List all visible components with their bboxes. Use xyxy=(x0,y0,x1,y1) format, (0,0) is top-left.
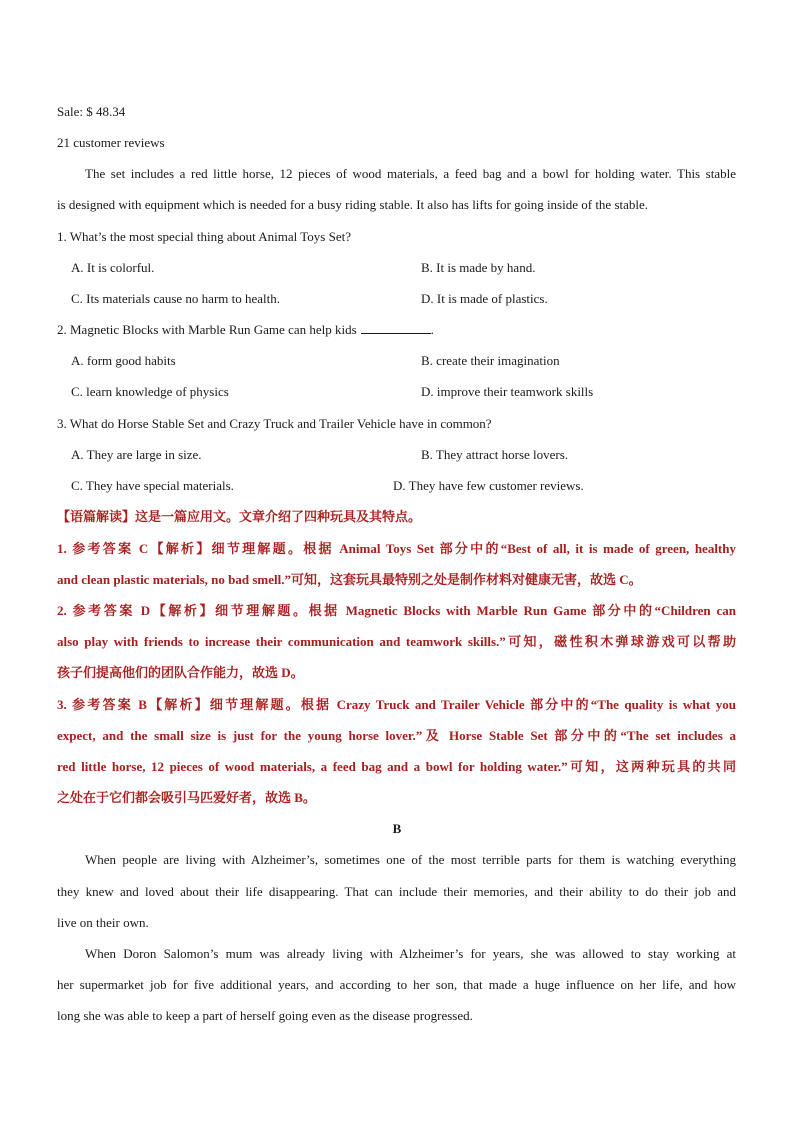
option-a: A. form good habits xyxy=(71,353,176,368)
question-stem-end: . xyxy=(430,322,434,337)
question-stem: 2. Magnetic Blocks with Marble Run Game can help kids xyxy=(57,322,357,337)
paragraph-line: long she was able to keep a part of herself going even as the disease progressed. xyxy=(57,1008,473,1023)
answer-3-line: red little horse, 12 pieces of wood materials, a feed bag and a bowl for holding water.”可知，这两种玩具的共同 xyxy=(57,759,736,774)
answer-3-line: expect, and the small size is just for the young horse lover.”及 Horse Stable Set 部分中的“The set includes a xyxy=(57,728,736,743)
option-a: A. It is colorful. xyxy=(71,260,155,275)
answer-2-line: 2. 参考答案 D【解析】细节理解题。根据 Magnetic Blocks with Marble Run Game 部分中的“Children can xyxy=(57,603,736,618)
option-c: C. learn knowledge of physics xyxy=(71,384,229,399)
answer-blank xyxy=(361,321,431,334)
analysis-intro: 【语篇解读】这是一篇应用文。文章介绍了四种玩具及其特点。 xyxy=(57,509,422,524)
option-a: A. They are large in size. xyxy=(71,447,202,462)
option-b: B. They attract horse lovers. xyxy=(421,447,569,462)
option-d: D. It is made of plastics. xyxy=(421,291,548,306)
option-d: D. improve their teamwork skills xyxy=(421,384,594,399)
answer-1-line: and clean plastic materials, no bad smell.”可知，这套玩具最特别之处是制作材料对健康无害，故选 C。 xyxy=(57,572,642,587)
paragraph-line: When people are living with Alzheimer’s, sometimes one of the most terrible parts for them is watching everything xyxy=(85,852,736,867)
paragraph-line: they knew and loved about their life disappearing. That can include their memories, and their ability to do their job and xyxy=(57,884,736,899)
option-c: C. They have special materials. xyxy=(71,478,234,493)
question-stem: 3. What do Horse Stable Set and Crazy Truck and Trailer Vehicle have in common? xyxy=(57,416,492,431)
option-c: C. Its materials cause no harm to health. xyxy=(71,291,281,306)
option-b: B. It is made by hand. xyxy=(421,260,536,275)
answer-2-line: 孩子们提高他们的团队合作能力，故选 D。 xyxy=(57,665,304,680)
question-stem-row xyxy=(57,321,434,339)
answer-3-line: 之处在于它们都会吸引马匹爱好者，故选 B。 xyxy=(57,790,316,805)
answer-3-line: 3. 参考答案 B【解析】细节理解题。根据 Crazy Truck and Trailer Vehicle 部分中的“The quality is what you xyxy=(57,697,736,712)
passage-line: is designed with equipment which is needed for a busy riding stable. It also has lifts for going inside of the stable. xyxy=(57,197,649,212)
option-d: D. They have few customer reviews. xyxy=(393,478,584,493)
section-heading: B xyxy=(392,821,402,836)
option-b: B. create their imagination xyxy=(421,353,560,368)
passage-line: The set includes a red little horse, 12 pieces of wood materials, a feed bag and a bowl for holding water. This stable xyxy=(85,166,736,181)
answer-1-line: 1. 参考答案 C【解析】细节理解题。根据 Animal Toys Set 部分中的“Best of all, it is made of green, healthy xyxy=(57,541,736,556)
paragraph-line: live on their own. xyxy=(57,915,149,930)
paragraph-line: her supermarket job for five additional years, and according to her son, that made a huge influence on her life, and how xyxy=(57,977,736,992)
question-stem: 1. What’s the most special thing about Animal Toys Set? xyxy=(57,229,351,244)
answer-2-line: also play with friends to increase their communication and teamwork skills.”可知，磁性积木弹球游戏可以帮助 xyxy=(57,634,736,649)
paragraph-line: When Doron Salomon’s mum was already living with Alzheimer’s for years, she was allowed to stay working at xyxy=(85,946,736,961)
sale-price: Sale: $ 48.34 xyxy=(57,104,126,119)
review-count: 21 customer reviews xyxy=(57,135,165,150)
